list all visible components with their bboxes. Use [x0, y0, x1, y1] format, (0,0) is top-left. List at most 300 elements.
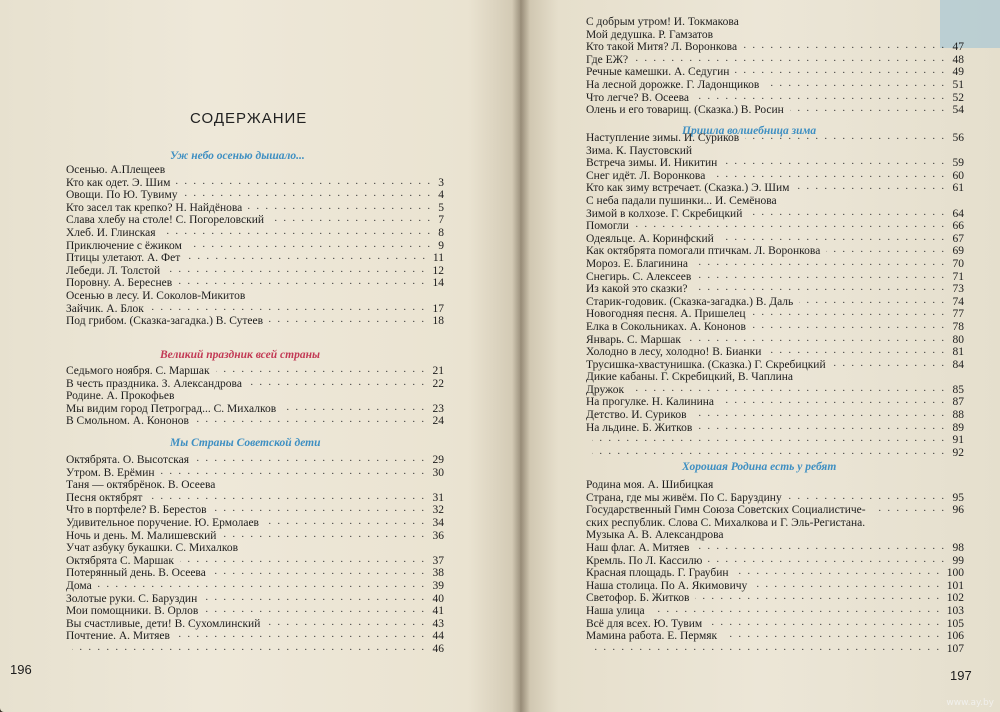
toc-entry-title: Новогодняя песня. А. Пришелец [586, 308, 746, 321]
toc-entry [66, 593, 444, 606]
toc-entry-page: 105 [946, 617, 964, 630]
leader-dots [735, 567, 941, 580]
toc-entry-page: 88 [952, 409, 964, 422]
toc-entry-title: Наступление зимы. И. Суриков [586, 132, 740, 144]
toc-entry [66, 467, 444, 480]
toc-entry-page: 31 [432, 491, 444, 504]
toc-entry [586, 592, 964, 605]
toc-entry-title: Дикие кабаны. Г. Скребицкий, В. Чаплина [586, 371, 793, 384]
toc-entry-title: На прогулке. Н. Калинина [586, 396, 715, 409]
toc-entry [66, 567, 444, 580]
toc-entry-page: 4 [438, 189, 444, 202]
toc-entry-title: Зимой в колхозе. Г. Скребицкий [586, 207, 743, 220]
leader-dots [203, 593, 426, 606]
toc-entry [586, 504, 964, 517]
toc-entry-title: Приключение с ёжиком [66, 239, 182, 252]
toc-entry-title: Всё для всех. Ю. Тувим [586, 617, 703, 630]
toc-entry [586, 54, 964, 67]
toc-entry-title: На льдине. Б. Житков [586, 421, 693, 434]
toc-entry-page: 52 [952, 91, 964, 104]
toc-entry [586, 29, 964, 42]
toc-entry [66, 454, 444, 467]
toc-entry [586, 321, 964, 334]
right-page [520, 0, 1000, 712]
toc-entry [586, 296, 964, 309]
leader-dots [98, 580, 426, 593]
toc-entry-title: Птицы улетают. А. Фет [66, 252, 181, 265]
toc-entry-page: 70 [952, 257, 964, 270]
page-number: 197 [950, 668, 972, 683]
toc-entry-page: 92 [952, 446, 964, 459]
toc-entry-title: Родина моя. А. Шибицкая [586, 479, 714, 491]
toc-entry-title: Утром. В. Ерёмин [66, 466, 155, 479]
section-title: Великий праздник всей страны [160, 349, 320, 361]
toc-entry [66, 630, 444, 643]
toc-entry-page: 78 [952, 320, 964, 333]
toc-entry [586, 170, 964, 183]
toc-entry-title: Холодно в лесу, холодно! В. Бианки [586, 346, 762, 359]
toc-entry [586, 66, 964, 79]
toc-entry-title: ских республик. Слова С. Михалкова и Г. Эль-Регистана. [586, 516, 866, 529]
toc-entry-title: В Смольном. А. Кононов [66, 415, 189, 428]
toc-entry-title: Кто засел так крепко? Н. Найдёнова [66, 201, 243, 214]
toc-list [586, 16, 964, 117]
leader-dots [183, 189, 432, 202]
toc-entry-title: Олень и его товарищ. (Сказка.) В. Росин [586, 104, 784, 117]
toc-entry-title: Ночь и день. М. Малишевский [66, 529, 217, 542]
leader-dots [723, 630, 941, 643]
toc-entry-page: 69 [952, 245, 964, 258]
toc-entry-page: 8 [438, 226, 444, 239]
toc-entry-title: Кто такой Митя? Л. Воронкова [586, 41, 738, 54]
toc-entry-title: Где ЕЖ? [586, 53, 629, 66]
toc-entry [66, 479, 444, 492]
leader-dots [178, 277, 426, 290]
toc-entry-title: Под грибом. (Сказка-загадка.) В. Сутеев [66, 315, 264, 328]
leader-dots [592, 434, 946, 447]
leader-dots [790, 104, 946, 117]
toc-entry-title: Зайчик. А. Блок [66, 302, 144, 315]
toc-entry [586, 409, 964, 422]
leader-dots [195, 454, 426, 467]
toc-entry [586, 384, 964, 397]
toc-entry [586, 271, 964, 284]
leader-dots [270, 214, 432, 227]
toc-entry [586, 283, 964, 296]
toc-entry [586, 605, 964, 618]
toc-entry-title: Мамина работа. Е. Пермяк [586, 630, 718, 643]
toc-entry-page: 74 [952, 295, 964, 308]
toc-entry-page: 56 [952, 132, 964, 144]
toc-entry-page: 9 [438, 239, 444, 252]
toc-entry [586, 220, 964, 233]
toc-entry [586, 542, 964, 555]
toc-entry-title: Октябрята С. Маршак [66, 554, 174, 567]
leader-dots [693, 283, 946, 296]
leader-dots [752, 308, 946, 321]
toc-entry-page: 39 [432, 579, 444, 592]
leader-dots [180, 555, 426, 568]
toc-entry-page: 5 [438, 201, 444, 214]
toc-entry-page: 38 [432, 567, 444, 580]
toc-entry-page: 103 [946, 604, 964, 617]
toc-entry [66, 227, 444, 240]
leader-dots [695, 542, 946, 555]
toc-entry [586, 132, 964, 145]
leader-dots [745, 132, 946, 145]
toc-entry-title: Таня — октябрёнок. В. Осеева [66, 479, 216, 492]
leader-dots [695, 92, 946, 105]
toc-entry [66, 492, 444, 505]
leader-dots [248, 378, 426, 391]
toc-entry [586, 104, 964, 117]
toc-entry-title: Одеяльце. А. Коринфский [586, 232, 714, 245]
toc-entry-page: 32 [432, 504, 444, 517]
toc-entry-page: 12 [432, 264, 444, 277]
toc-entry [66, 403, 444, 416]
toc-entry-page: 101 [946, 579, 964, 592]
toc-entry-page: 87 [952, 396, 964, 409]
toc-entry [586, 79, 964, 92]
toc-entry [586, 396, 964, 409]
leader-dots [176, 177, 432, 190]
leader-dots [216, 365, 426, 378]
toc-entry [586, 208, 964, 221]
leader-dots [195, 415, 426, 428]
toc-entry-page: 11 [432, 252, 444, 265]
leader-dots [634, 54, 946, 67]
leader-dots [711, 170, 946, 183]
toc-entry [66, 365, 444, 378]
toc-entry [66, 517, 444, 530]
toc-entry-title: Лебеди. Л. Толстой [66, 264, 161, 277]
section-title: Уж небо осенью дышало... [170, 150, 305, 162]
leader-dots [687, 334, 946, 347]
toc-entry-title: Елка в Сокольниках. А. Кононов [586, 320, 746, 333]
toc-entry [586, 479, 964, 492]
toc-entry-title: Дома [66, 579, 92, 592]
toc-entry-page: 99 [952, 554, 964, 567]
toc-entry-title: Золотые руки. С. Баруздин [66, 592, 198, 605]
toc-entry [586, 630, 964, 643]
leader-dots [651, 605, 941, 618]
toc-entry-page: 34 [432, 516, 444, 529]
toc-entry [66, 378, 444, 391]
toc-entry-title: Мои помощники. В. Орлов [66, 605, 199, 618]
toc-entry-title: Поровну. А. Береснев [66, 277, 173, 290]
leader-dots [735, 66, 946, 79]
toc-entry-title: Слава хлебу на столе! С. Погореловский [66, 214, 265, 227]
toc-entry-page: 80 [952, 333, 964, 346]
book-gutter [512, 0, 530, 712]
toc-entry-title: Помогли [586, 220, 629, 233]
toc-entry [66, 277, 444, 290]
toc-entry-page: 67 [952, 232, 964, 245]
toc-entry-title: Наш флаг. А. Митяев [586, 541, 690, 554]
toc-entry-page: 7 [438, 214, 444, 227]
toc-entry-title: Старик-годовик. (Сказка-загадка.) В. Даль [586, 295, 794, 308]
toc-entry-title: Удивительное поручение. Ю. Ермолаев [66, 516, 259, 529]
toc-entry-title: Октябрята. О. Высотская [66, 454, 190, 466]
toc-entry-title: Как октябрята помогали птичкам. Л. Воронкова [586, 245, 821, 258]
toc-entry-title: Что в портфеле? В. Берестов [66, 504, 207, 517]
toc-entry-title: Песня октябрят [66, 491, 143, 504]
toc-entry [66, 303, 444, 316]
toc-entry-page: 37 [432, 554, 444, 567]
toc-entry-title: Январь. С. Маршак [586, 333, 681, 346]
leader-dots [148, 492, 426, 505]
toc-entry [66, 504, 444, 517]
toc-entry [586, 182, 964, 195]
toc-entry [586, 434, 964, 447]
toc-entry-page: 22 [432, 377, 444, 390]
toc-list [66, 164, 444, 328]
leader-dots [176, 630, 426, 643]
toc-entry [66, 530, 444, 543]
toc-entry-page: 46 [432, 642, 444, 655]
toc-entry-page: 54 [952, 104, 964, 117]
toc-entry [66, 542, 444, 555]
toc-entry [66, 177, 444, 190]
toc-entry [586, 359, 964, 372]
leader-dots [161, 467, 426, 480]
toc-entry-page: 77 [952, 308, 964, 321]
toc-entry [66, 315, 444, 328]
toc-entry-title: Зима. К. Паустовский [586, 144, 693, 157]
toc-entry-title: Страна, где мы живём. По С. Баруздину [586, 491, 782, 504]
leader-dots [266, 618, 426, 631]
toc-entry-title: Вы счастливые, дети! В. Сухомлинский [66, 617, 261, 630]
toc-entry [66, 252, 444, 265]
toc-entry-page: 60 [952, 169, 964, 182]
toc-entry-title: На лесной дорожке. Г. Ладонщиков [586, 78, 760, 91]
toc-entry [66, 643, 444, 656]
leader-dots [630, 384, 946, 397]
toc-entry [586, 308, 964, 321]
toc-entry-page: 47 [952, 41, 964, 54]
leader-dots [166, 265, 426, 278]
leader-dots [204, 605, 426, 618]
toc-entry [66, 202, 444, 215]
toc-entry-page: 3 [438, 176, 444, 189]
toc-entry-title: Снег идёт. Л. Воронкова [586, 169, 706, 182]
toc-list [586, 132, 964, 459]
leader-dots [832, 359, 946, 372]
toc-entry-title: Кремль. По Л. Кассилю [586, 554, 703, 567]
toc-entry [586, 346, 964, 359]
toc-entry [586, 529, 964, 542]
toc-entry-page: 18 [432, 315, 444, 328]
toc-entry [586, 555, 964, 568]
leader-dots [795, 182, 946, 195]
leader-dots [752, 321, 946, 334]
toc-entry [66, 415, 444, 428]
toc-entry-title: Наша столица. По А. Якимовичу [586, 579, 748, 592]
toc-entry-title: Красная площадь. Г. Граубин [586, 567, 729, 580]
toc-entry-page: 59 [952, 157, 964, 170]
toc-entry-title: Учат азбуку букашки. С. Михалков [66, 542, 239, 555]
toc-entry-title: Из какой это сказки? [586, 283, 688, 296]
leader-dots [269, 315, 426, 328]
toc-list [66, 365, 444, 428]
toc-entry-page: 23 [432, 402, 444, 415]
toc-entry [586, 157, 964, 170]
toc-entry-title: Потерянный день. В. Осеева [66, 567, 206, 580]
leader-dots [212, 567, 426, 580]
toc-entry [66, 214, 444, 227]
toc-entry-page: 73 [952, 283, 964, 296]
toc-entry [586, 643, 964, 656]
toc-entry-page: 61 [952, 182, 964, 195]
toc-entry-page: 14 [432, 277, 444, 290]
toc-entry-title: Речные камешки. А. Седугин [586, 66, 730, 79]
leader-dots [592, 447, 946, 460]
leader-dots [186, 252, 427, 265]
toc-entry-page: 48 [952, 53, 964, 66]
leader-dots [282, 403, 426, 416]
toc-entry-title: Кто как одет. Э. Шим [66, 176, 171, 189]
leader-dots [697, 271, 946, 284]
leader-dots [799, 296, 946, 309]
toc-entry-page: 44 [432, 630, 444, 643]
toc-entry [586, 371, 964, 384]
toc-entry [66, 265, 444, 278]
toc-entry-page: 49 [952, 66, 964, 79]
leader-dots [753, 580, 941, 593]
toc-entry-page: 41 [432, 605, 444, 618]
toc-entry [66, 555, 444, 568]
leader-dots [743, 41, 946, 54]
toc-entry-page: 89 [952, 421, 964, 434]
toc-entry [66, 290, 444, 303]
toc-list [586, 479, 964, 655]
toc-entry-title: Снегирь. С. Алексеев [586, 270, 692, 283]
toc-entry [66, 189, 444, 202]
toc-entry [586, 233, 964, 246]
toc-entry-title: Светофор. Б. Житков [586, 592, 690, 605]
toc-entry [586, 567, 964, 580]
leader-dots [635, 220, 946, 233]
watermark: www.ay.by [946, 698, 994, 708]
toc-entry [586, 447, 964, 460]
toc-entry-title: Встреча зимы. И. Никитин [586, 157, 718, 170]
toc-entry [586, 422, 964, 435]
toc-entry-page: 64 [952, 207, 964, 220]
leader-dots [708, 555, 946, 568]
toc-entry-title: С неба падали пушинки... И. Семёнова [586, 194, 777, 207]
toc-entry-page: 107 [946, 642, 964, 655]
toc-entry-page: 17 [432, 302, 444, 315]
section-title: Пришла волшебница зима [682, 125, 817, 137]
leader-dots [693, 409, 946, 422]
toc-entry [586, 41, 964, 54]
toc-entry-title: В честь праздника. З. Александрова [66, 377, 242, 390]
leader-dots [213, 504, 426, 517]
toc-entry-page: 71 [952, 270, 964, 283]
leader-dots [720, 396, 946, 409]
toc-entry-title: Мой дедушка. Р. Гамзатов [586, 28, 714, 41]
page-number: 196 [10, 662, 32, 677]
toc-entry-title: Осенью в лесу. И. Соколов-Микитов [66, 289, 246, 302]
toc-entry-title: Овощи. По Ю. Тувиму [66, 189, 178, 202]
toc-entry-page: 40 [432, 592, 444, 605]
leader-dots [694, 258, 946, 271]
toc-entry-page: 85 [952, 383, 964, 396]
leader-dots [695, 592, 941, 605]
toc-entry-page: 96 [952, 504, 964, 517]
toc-entry-page: 100 [946, 567, 964, 580]
toc-entry-title: Наша улица [586, 604, 645, 617]
toc-entry-title: Что легче? В. Осеева [586, 91, 689, 104]
toc-entry-page: 43 [432, 617, 444, 630]
leader-dots [708, 618, 941, 631]
toc-entry-page: 98 [952, 541, 964, 554]
toc-entry-page: 30 [432, 466, 444, 479]
toc-list [66, 454, 444, 656]
toc-entry-page: 66 [952, 220, 964, 233]
toc-entry-title: Музыка А. В. Александрова [586, 529, 724, 542]
toc-entry-title: Мороз. Е. Благинина [586, 257, 688, 270]
toc-entry-title: Осенью. А.Плещеев [66, 164, 166, 176]
toc-entry [586, 258, 964, 271]
toc-entry [586, 618, 964, 631]
toc-entry-page: 81 [952, 346, 964, 359]
contents-heading: СОДЕРЖАНИЕ [190, 110, 308, 127]
toc-entry-title: Трусишка-хвастунишка. (Сказка.) Г. Скребицкий [586, 358, 826, 371]
toc-entry-title: Хлеб. И. Глинская [66, 226, 156, 239]
toc-entry [66, 605, 444, 618]
toc-entry [586, 492, 964, 505]
toc-entry-title: Кто как зиму встречает. (Сказка.) Э. Шим [586, 182, 790, 195]
toc-entry [586, 580, 964, 593]
leader-dots [748, 208, 946, 221]
leader-dots [698, 422, 946, 435]
toc-entry [66, 618, 444, 631]
toc-entry [586, 245, 964, 258]
toc-entry-title: Государственный Гимн Союза Советских Социалистиче- [586, 504, 866, 517]
leader-dots [872, 504, 946, 517]
toc-entry [586, 517, 964, 530]
toc-entry-title: Мы видим город Петроград... С. Михалков [66, 402, 277, 415]
toc-entry [586, 195, 964, 208]
toc-entry-title: Почтение. А. Митяев [66, 630, 170, 643]
toc-entry [586, 145, 964, 158]
section-title: Мы Страны Советской дети [170, 437, 321, 449]
toc-entry-page: 106 [946, 630, 964, 643]
leader-dots [767, 346, 946, 359]
toc-entry [66, 390, 444, 403]
toc-entry-title: Детство. И. Суриков [586, 409, 687, 422]
toc-entry [66, 164, 444, 177]
leader-dots [150, 303, 426, 316]
leader-dots [248, 202, 432, 215]
toc-entry [66, 240, 444, 253]
toc-entry [586, 16, 964, 29]
toc-entry-page: 84 [952, 358, 964, 371]
leader-dots [826, 245, 946, 258]
toc-entry-page: 24 [432, 415, 444, 428]
leader-dots [162, 227, 432, 240]
leader-dots [265, 517, 426, 530]
leader-dots [188, 240, 432, 253]
leader-dots [788, 492, 946, 505]
leader-dots [720, 233, 946, 246]
leader-dots [222, 530, 426, 543]
leader-dots [723, 157, 946, 170]
leader-dots [72, 643, 426, 656]
toc-entry-title: Седьмого ноября. С. Маршак [66, 365, 210, 377]
toc-entry-title: Дружок [586, 383, 625, 396]
